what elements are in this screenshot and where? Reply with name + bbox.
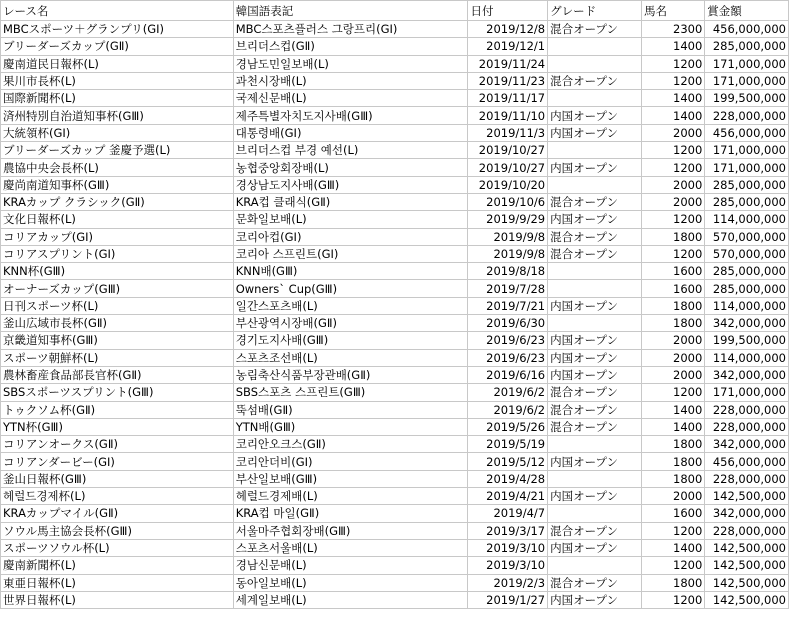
cell-grade[interactable] <box>548 315 642 332</box>
table-row <box>1 263 789 280</box>
cell-grade[interactable]: 内国オープン <box>548 349 642 366</box>
cell-korean-name[interactable]: 경남도민일보배(L) <box>233 55 468 72</box>
cell-date[interactable]: 2019/6/16 <box>468 366 548 383</box>
cell-distance[interactable]: 1200 <box>642 557 705 574</box>
table-row <box>1 297 789 314</box>
cell-prize[interactable]: 171,000,000 <box>705 142 789 159</box>
cell-date[interactable]: 2019/9/29 <box>468 211 548 228</box>
table-row <box>1 349 789 366</box>
cell-korean-name[interactable]: 코리안오크스(GⅡ) <box>233 436 468 453</box>
cell-prize[interactable]: 285,000,000 <box>705 38 789 55</box>
cell-date[interactable]: 2019/3/17 <box>468 522 548 539</box>
cell-korean-name[interactable]: 동아일보배(L) <box>233 574 468 591</box>
cell-distance[interactable]: 2000 <box>642 488 705 505</box>
cell-race-name[interactable]: 釜山広域市長杯(GⅡ) <box>1 315 234 332</box>
cell-grade[interactable]: 混合オープン <box>548 522 642 539</box>
cell-distance[interactable]: 1200 <box>642 591 705 608</box>
cell-prize[interactable]: 142,500,000 <box>705 574 789 591</box>
cell-distance[interactable]: 2000 <box>642 176 705 193</box>
cell-korean-name[interactable]: KRA컵 클래식(GⅡ) <box>233 193 468 210</box>
cell-korean-name[interactable]: 경남신문배(L) <box>233 557 468 574</box>
cell-grade[interactable] <box>548 557 642 574</box>
table-row <box>1 574 789 591</box>
cell-race-name[interactable]: SBSスポーツスプリント(GⅢ) <box>1 384 234 401</box>
cell-grade[interactable]: 混合オープン <box>548 193 642 210</box>
cell-race-name[interactable]: 国際新聞杯(L) <box>1 90 234 107</box>
table-row <box>1 107 789 124</box>
cell-date[interactable]: 2019/1/27 <box>468 591 548 608</box>
cell-grade[interactable] <box>548 176 642 193</box>
cell-date[interactable]: 2019/4/21 <box>468 488 548 505</box>
cell-korean-name[interactable]: 뚝섬배(GⅡ) <box>233 401 468 418</box>
cell-grade[interactable]: 混合オープン <box>548 21 642 38</box>
cell-korean-name[interactable]: 농협중앙회장배(L) <box>233 159 468 176</box>
cell-date[interactable]: 2019/12/1 <box>468 38 548 55</box>
cell-prize[interactable]: 114,000,000 <box>705 211 789 228</box>
cell-race-name[interactable]: 農林畜産食品部長官杯(GⅡ) <box>1 366 234 383</box>
cell-date[interactable]: 2019/4/28 <box>468 470 548 487</box>
cell-korean-name[interactable]: 스포츠서울배(L) <box>233 539 468 556</box>
table-row <box>1 193 789 210</box>
cell-prize[interactable]: 456,000,000 <box>705 124 789 141</box>
cell-race-name[interactable]: 文化日報杯(L) <box>1 211 234 228</box>
table-row <box>1 315 789 332</box>
cell-prize[interactable]: 142,500,000 <box>705 591 789 608</box>
cell-grade[interactable]: 混合オープン <box>548 245 642 262</box>
cell-distance[interactable]: 1800 <box>642 228 705 245</box>
cell-grade[interactable]: 内国オープン <box>548 453 642 470</box>
cell-grade[interactable]: 混合オープン <box>548 401 642 418</box>
cell-date[interactable]: 2019/7/21 <box>468 297 548 314</box>
cell-korean-name[interactable]: 과천시장배(L) <box>233 72 468 89</box>
cell-distance[interactable]: 1400 <box>642 401 705 418</box>
cell-prize[interactable]: 342,000,000 <box>705 436 789 453</box>
cell-date[interactable]: 2019/11/10 <box>468 107 548 124</box>
cell-korean-name[interactable]: 문화일보배(L) <box>233 211 468 228</box>
cell-race-name[interactable]: スポーツ朝鮮杯(L) <box>1 349 234 366</box>
cell-distance[interactable]: 1200 <box>642 211 705 228</box>
cell-prize[interactable]: 199,500,000 <box>705 90 789 107</box>
cell-grade[interactable]: 内国オープン <box>548 366 642 383</box>
cell-prize[interactable]: 342,000,000 <box>705 315 789 332</box>
cell-distance[interactable]: 1400 <box>642 107 705 124</box>
table-row <box>1 436 789 453</box>
cell-distance[interactable]: 2000 <box>642 193 705 210</box>
cell-prize[interactable]: 285,000,000 <box>705 263 789 280</box>
table-row <box>1 384 789 401</box>
cell-prize[interactable]: 228,000,000 <box>705 470 789 487</box>
cell-korean-name[interactable]: SBS스포츠 스프린트(GⅢ) <box>233 384 468 401</box>
cell-date[interactable]: 2019/10/27 <box>468 142 548 159</box>
cell-distance[interactable]: 2000 <box>642 332 705 349</box>
cell-race-name[interactable]: YTN杯(GⅢ) <box>1 418 234 435</box>
cell-grade[interactable] <box>548 90 642 107</box>
cell-race-name[interactable]: ブリーダーズカップ(GⅡ) <box>1 38 234 55</box>
cell-grade[interactable] <box>548 470 642 487</box>
cell-prize[interactable]: 285,000,000 <box>705 193 789 210</box>
cell-korean-name[interactable]: MBC스포츠플러스 그랑프리(GⅠ) <box>233 21 468 38</box>
cell-prize[interactable]: 142,500,000 <box>705 488 789 505</box>
cell-date[interactable]: 2019/6/23 <box>468 332 548 349</box>
cell-race-name[interactable]: 京畿道知事杯(GⅢ) <box>1 332 234 349</box>
cell-race-name[interactable]: 日刊スポーツ杯(L) <box>1 297 234 314</box>
cell-korean-name[interactable]: 서울마주협회장배(GⅢ) <box>233 522 468 539</box>
table-row <box>1 55 789 72</box>
cell-date[interactable]: 2019/11/24 <box>468 55 548 72</box>
cell-grade[interactable]: 内国オープン <box>548 159 642 176</box>
cell-korean-name[interactable]: 브리더스컵 부경 예선(L) <box>233 142 468 159</box>
cell-race-name[interactable]: ソウル馬主協会長杯(GⅢ) <box>1 522 234 539</box>
table-row <box>1 38 789 55</box>
cell-grade[interactable]: 混合オープン <box>548 72 642 89</box>
cell-grade[interactable]: 内国オープン <box>548 591 642 608</box>
cell-korean-name[interactable]: 농림축산식품부장관배(GⅡ) <box>233 366 468 383</box>
header-distance[interactable]: 馬名 <box>642 1 705 21</box>
cell-grade[interactable]: 内国オープン <box>548 539 642 556</box>
cell-grade[interactable] <box>548 263 642 280</box>
cell-race-name[interactable]: オーナーズカップ(GⅢ) <box>1 280 234 297</box>
cell-prize[interactable]: 570,000,000 <box>705 228 789 245</box>
cell-distance[interactable]: 1800 <box>642 436 705 453</box>
cell-race-name[interactable]: 東亜日報杯(L) <box>1 574 234 591</box>
cell-korean-name[interactable]: 부산일보배(GⅢ) <box>233 470 468 487</box>
cell-date[interactable]: 2019/5/19 <box>468 436 548 453</box>
cell-korean-name[interactable]: 부산광역시장배(GⅡ) <box>233 315 468 332</box>
cell-distance[interactable]: 2000 <box>642 349 705 366</box>
cell-grade[interactable]: 混合オープン <box>548 384 642 401</box>
cell-grade[interactable]: 内国オープン <box>548 297 642 314</box>
cell-distance[interactable]: 1200 <box>642 245 705 262</box>
table-row <box>1 366 789 383</box>
cell-date[interactable]: 2019/5/26 <box>468 418 548 435</box>
cell-korean-name[interactable]: 세계일보배(L) <box>233 591 468 608</box>
table-row <box>1 470 789 487</box>
cell-prize[interactable]: 456,000,000 <box>705 453 789 470</box>
cell-grade[interactable]: 内国オープン <box>548 488 642 505</box>
table-row <box>1 245 789 262</box>
cell-date[interactable]: 2019/9/8 <box>468 245 548 262</box>
cell-race-name[interactable]: 慶尚南道知事杯(GⅢ) <box>1 176 234 193</box>
table-row <box>1 280 789 297</box>
cell-race-name[interactable]: 大統領杯(GⅠ) <box>1 124 234 141</box>
cell-korean-name[interactable]: 스포츠조선배(L) <box>233 349 468 366</box>
cell-grade[interactable] <box>548 436 642 453</box>
cell-prize[interactable]: 342,000,000 <box>705 505 789 522</box>
table-row <box>1 159 789 176</box>
cell-korean-name[interactable]: YTN배(GⅢ) <box>233 418 468 435</box>
cell-distance[interactable]: 1800 <box>642 453 705 470</box>
header-prize[interactable]: 賞金額 <box>705 1 789 21</box>
cell-korean-name[interactable]: 경상남도지사배(GⅢ) <box>233 176 468 193</box>
cell-korean-name[interactable]: 일간스포츠배(L) <box>233 297 468 314</box>
table-row <box>1 124 789 141</box>
cell-korean-name[interactable]: 국제신문배(L) <box>233 90 468 107</box>
cell-date[interactable]: 2019/11/17 <box>468 90 548 107</box>
table-row <box>1 72 789 89</box>
cell-date[interactable]: 2019/5/12 <box>468 453 548 470</box>
cell-korean-name[interactable]: 경기도지사배(GⅢ) <box>233 332 468 349</box>
cell-distance[interactable]: 1600 <box>642 280 705 297</box>
cell-race-name[interactable]: コリアンオークス(GⅡ) <box>1 436 234 453</box>
cell-grade[interactable]: 混合オープン <box>548 228 642 245</box>
cell-race-name[interactable]: 慶南道民日報杯(L) <box>1 55 234 72</box>
cell-korean-name[interactable]: Owners` Cup(GⅢ) <box>233 280 468 297</box>
cell-race-name[interactable]: トゥクソム杯(GⅡ) <box>1 401 234 418</box>
cell-grade[interactable]: 内国オープン <box>548 124 642 141</box>
cell-distance[interactable]: 1200 <box>642 384 705 401</box>
cell-distance[interactable]: 1800 <box>642 315 705 332</box>
header-grade[interactable]: グレード <box>548 1 642 21</box>
cell-date[interactable]: 2019/3/10 <box>468 539 548 556</box>
cell-grade[interactable]: 内国オープン <box>548 211 642 228</box>
cell-race-name[interactable]: ブリーダーズカップ 釜慶予選(L) <box>1 142 234 159</box>
cell-korean-name[interactable]: 헤럴드경제배(L) <box>233 488 468 505</box>
cell-prize[interactable]: 142,500,000 <box>705 557 789 574</box>
cell-prize[interactable]: 171,000,000 <box>705 159 789 176</box>
cell-prize[interactable]: 342,000,000 <box>705 366 789 383</box>
cell-grade[interactable]: 内国オープン <box>548 107 642 124</box>
cell-distance[interactable]: 1200 <box>642 72 705 89</box>
cell-prize[interactable]: 114,000,000 <box>705 297 789 314</box>
cell-distance[interactable]: 1200 <box>642 522 705 539</box>
cell-grade[interactable] <box>548 55 642 72</box>
cell-distance[interactable]: 1600 <box>642 263 705 280</box>
cell-date[interactable]: 2019/6/2 <box>468 401 548 418</box>
cell-prize[interactable]: 228,000,000 <box>705 418 789 435</box>
cell-date[interactable]: 2019/6/23 <box>468 349 548 366</box>
cell-date[interactable]: 2019/6/2 <box>468 384 548 401</box>
cell-distance[interactable]: 2000 <box>642 124 705 141</box>
cell-prize[interactable]: 171,000,000 <box>705 55 789 72</box>
cell-prize[interactable]: 285,000,000 <box>705 280 789 297</box>
cell-grade[interactable] <box>548 142 642 159</box>
cell-grade[interactable] <box>548 505 642 522</box>
cell-date[interactable]: 2019/10/6 <box>468 193 548 210</box>
cell-date[interactable]: 2019/2/3 <box>468 574 548 591</box>
cell-race-name[interactable]: 農協中央会長杯(L) <box>1 159 234 176</box>
header-korean-name[interactable]: 韓国語表記 <box>233 1 468 21</box>
cell-korean-name[interactable]: KNN배(GⅢ) <box>233 263 468 280</box>
header-date[interactable]: 日付 <box>468 1 548 21</box>
cell-race-name[interactable]: KRAカップ クラシック(GⅡ) <box>1 193 234 210</box>
table-row <box>1 21 789 38</box>
cell-distance[interactable]: 1800 <box>642 574 705 591</box>
cell-race-name[interactable]: 釜山日報杯(GⅢ) <box>1 470 234 487</box>
table-row <box>1 90 789 107</box>
cell-prize[interactable]: 228,000,000 <box>705 522 789 539</box>
cell-prize[interactable]: 285,000,000 <box>705 176 789 193</box>
table-row <box>1 176 789 193</box>
cell-date[interactable]: 2019/10/27 <box>468 159 548 176</box>
table-row <box>1 228 789 245</box>
cell-race-name[interactable]: コリアンダービー(GⅠ) <box>1 453 234 470</box>
cell-distance[interactable]: 1400 <box>642 418 705 435</box>
cell-distance[interactable]: 1400 <box>642 90 705 107</box>
cell-race-name[interactable]: KNN杯(GⅢ) <box>1 263 234 280</box>
cell-prize[interactable]: 114,000,000 <box>705 349 789 366</box>
cell-race-name[interactable]: 世界日報杯(L) <box>1 591 234 608</box>
cell-distance[interactable]: 1200 <box>642 142 705 159</box>
cell-distance[interactable]: 1600 <box>642 505 705 522</box>
cell-date[interactable]: 2019/8/18 <box>468 263 548 280</box>
cell-date[interactable]: 2019/10/20 <box>468 176 548 193</box>
cell-grade[interactable]: 混合オープン <box>548 574 642 591</box>
cell-korean-name[interactable]: 대통령배(GⅠ) <box>233 124 468 141</box>
cell-korean-name[interactable]: 코리아 스프린트(GⅠ) <box>233 245 468 262</box>
cell-prize[interactable]: 228,000,000 <box>705 107 789 124</box>
cell-prize[interactable]: 142,500,000 <box>705 539 789 556</box>
cell-race-name[interactable]: 果川市長杯(L) <box>1 72 234 89</box>
table-row <box>1 505 789 522</box>
cell-date[interactable]: 2019/11/23 <box>468 72 548 89</box>
table-row <box>1 557 789 574</box>
table-row <box>1 591 789 608</box>
table-row <box>1 522 789 539</box>
cell-prize[interactable]: 570,000,000 <box>705 245 789 262</box>
cell-distance[interactable]: 2300 <box>642 21 705 38</box>
cell-korean-name[interactable]: 제주특별자치도지사배(GⅢ) <box>233 107 468 124</box>
cell-race-name[interactable]: コリアカップ(GⅠ) <box>1 228 234 245</box>
cell-race-name[interactable]: 済州特別自治道知事杯(GⅢ) <box>1 107 234 124</box>
cell-date[interactable]: 2019/12/8 <box>468 21 548 38</box>
cell-prize[interactable]: 199,500,000 <box>705 332 789 349</box>
cell-race-name[interactable]: MBCスポーツ＋グランプリ(GⅠ) <box>1 21 234 38</box>
table-row <box>1 211 789 228</box>
cell-race-name[interactable]: KRAカップマイル(GⅡ) <box>1 505 234 522</box>
cell-date[interactable]: 2019/6/30 <box>468 315 548 332</box>
header-race-name[interactable]: レース名 <box>1 1 234 21</box>
cell-race-name[interactable]: 헤럴드경제杯(L) <box>1 488 234 505</box>
cell-date[interactable]: 2019/3/10 <box>468 557 548 574</box>
table-row <box>1 401 789 418</box>
table-row <box>1 539 789 556</box>
cell-prize[interactable]: 171,000,000 <box>705 384 789 401</box>
table-row <box>1 418 789 435</box>
cell-distance[interactable]: 1800 <box>642 470 705 487</box>
cell-grade[interactable] <box>548 280 642 297</box>
cell-grade[interactable] <box>548 38 642 55</box>
header-row <box>1 1 789 21</box>
table-row <box>1 332 789 349</box>
cell-korean-name[interactable]: 브리더스컵(GⅡ) <box>233 38 468 55</box>
cell-korean-name[interactable]: KRA컵 마일(GⅡ) <box>233 505 468 522</box>
cell-prize[interactable]: 171,000,000 <box>705 72 789 89</box>
cell-race-name[interactable]: コリアスプリント(GⅠ) <box>1 245 234 262</box>
table-row <box>1 453 789 470</box>
cell-grade[interactable]: 内国オープン <box>548 332 642 349</box>
cell-distance[interactable]: 1200 <box>642 159 705 176</box>
cell-date[interactable]: 2019/7/28 <box>468 280 548 297</box>
cell-korean-name[interactable]: 코리안더비(GⅠ) <box>233 453 468 470</box>
table-row <box>1 142 789 159</box>
cell-date[interactable]: 2019/9/8 <box>468 228 548 245</box>
cell-prize[interactable]: 456,000,000 <box>705 21 789 38</box>
cell-race-name[interactable]: スポーツソウル杯(L) <box>1 539 234 556</box>
cell-grade[interactable]: 混合オープン <box>548 418 642 435</box>
cell-distance[interactable]: 1200 <box>642 55 705 72</box>
cell-distance[interactable]: 1400 <box>642 539 705 556</box>
cell-distance[interactable]: 2000 <box>642 366 705 383</box>
cell-date[interactable]: 2019/4/7 <box>468 505 548 522</box>
cell-prize[interactable]: 228,000,000 <box>705 401 789 418</box>
cell-distance[interactable]: 1400 <box>642 38 705 55</box>
table-row <box>1 488 789 505</box>
cell-date[interactable]: 2019/11/3 <box>468 124 548 141</box>
cell-distance[interactable]: 1800 <box>642 297 705 314</box>
cell-race-name[interactable]: 慶南新聞杯(L) <box>1 557 234 574</box>
cell-korean-name[interactable]: 코리아컵(GⅠ) <box>233 228 468 245</box>
